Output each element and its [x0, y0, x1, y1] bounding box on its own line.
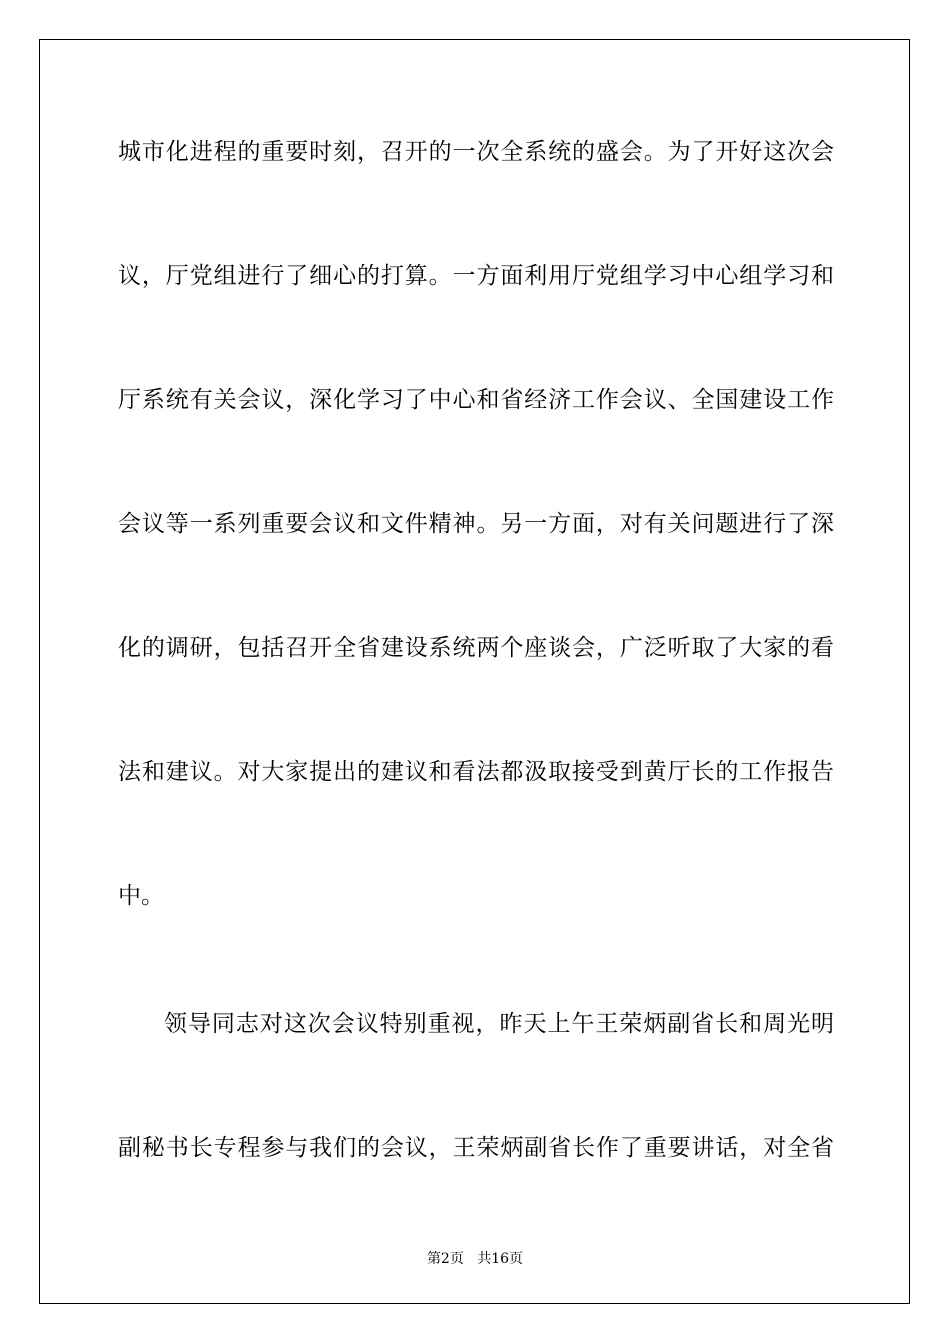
- body-line-9: 副秘书长专程参与我们的会议，王荣炳副省长作了重要讲话，对全省: [118, 1135, 834, 1161]
- page-border: [39, 39, 910, 1304]
- page-number: 第2页: [426, 1251, 464, 1267]
- body-line-2: 议，厅党组进行了细心的打算。一方面利用厅党组学习中心组学习和: [118, 263, 834, 289]
- body-line-4: 会议等一系列重要会议和文件精神。另一方面，对有关问题进行了深: [118, 511, 834, 537]
- body-line-3: 厅系统有关会议，深化学习了中心和省经济工作会议、全国建设工作: [118, 387, 834, 413]
- body-line-1: 城市化进程的重要时刻，召开的一次全系统的盛会。为了开好这次会: [118, 139, 834, 165]
- page-total: 共16页: [477, 1251, 524, 1267]
- body-line-7: 中。: [118, 883, 164, 909]
- body-line-5: 化的调研，包括召开全省建设系统两个座谈会，广泛听取了大家的看: [118, 635, 834, 661]
- body-line-6: 法和建议。对大家提出的建议和看法都汲取接受到黄厅长的工作报告: [118, 759, 834, 785]
- page-footer: [0, 1248, 950, 1268]
- body-line-8: 领导同志对这次会议特别重视，昨天上午王荣炳副省长和周光明: [164, 1011, 834, 1037]
